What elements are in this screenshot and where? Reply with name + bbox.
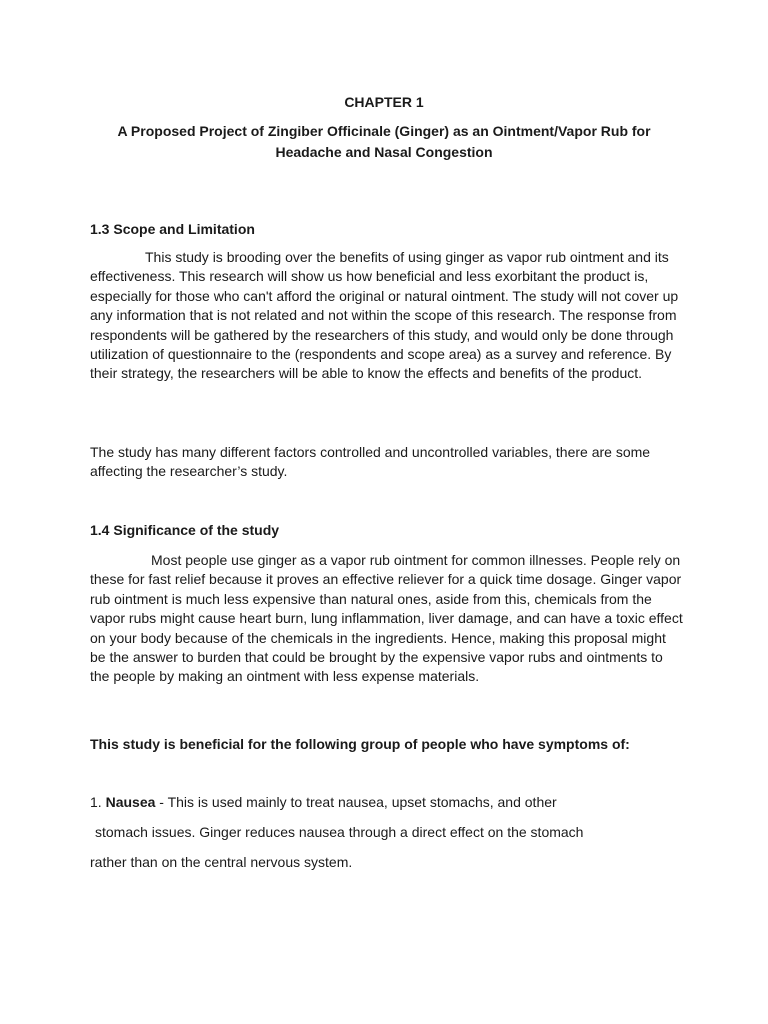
list-item-line-1: - This is used mainly to treat nausea, upset stomachs, and other — [155, 794, 557, 810]
list-item-nausea — [90, 793, 557, 811]
document-title: A Proposed Project of Zingiber Officinale (Ginger) as an Ointment/Vapor Rub for Headache and Nasal Congestion — [117, 123, 651, 160]
list-item-number: 1. — [90, 794, 102, 810]
list-item-term: Nausea — [105, 794, 156, 810]
scope-heading: 1.3 Scope and Limitation — [90, 221, 255, 237]
significance-paragraph-1: Most people use ginger as a vapor rub ointment for common illnesses. People rely on these for fast relief because it proves an effective reliever for a quick time dosage. Ginger vapor rub ointment is much less expensive than natural ones, aside from this, chemicals from the vapor rubs might cause heart burn, lung inflammation, liver damage, and can have a toxic effect on your body because of the chemicals in the ingredients. Hence, making this proposal might be the answer to burden that could be brought by the expensive vapor rubs and ointments to the people by making an ointment with less expense materials. — [90, 552, 683, 685]
significance-heading: 1.4 Significance of the study — [90, 522, 280, 538]
scope-paragraph-2: The study has many different factors controlled and uncontrolled variables, there are some affecting the researcher’s study. — [90, 444, 651, 480]
scope-paragraph-1: This study is brooding over the benefits of using ginger as vapor rub ointment and its effectiveness. This research will show us how beneficial and less exorbitant the product is, especially for those who can't afford the original or natural ointment. The study will not cover up any information that is not related and not within the scope of this research. The response from respondents will be gathered by the researchers of this study, and would only be done through utilization of questionnaire to the (respondents and scope area) as a survey and reference. By their strategy, the researchers will be able to know the effects and benefits of the product. — [90, 249, 679, 382]
chapter-label: CHAPTER 1 — [344, 94, 424, 110]
beneficial-statement: This study is beneficial for the following group of people who have symptoms of: — [90, 736, 630, 752]
list-item-nausea-line-3: rather than on the central nervous system. — [90, 854, 353, 870]
list-item-nausea-line-2: stomach issues. Ginger reduces nausea through a direct effect on the stomach — [95, 824, 584, 840]
